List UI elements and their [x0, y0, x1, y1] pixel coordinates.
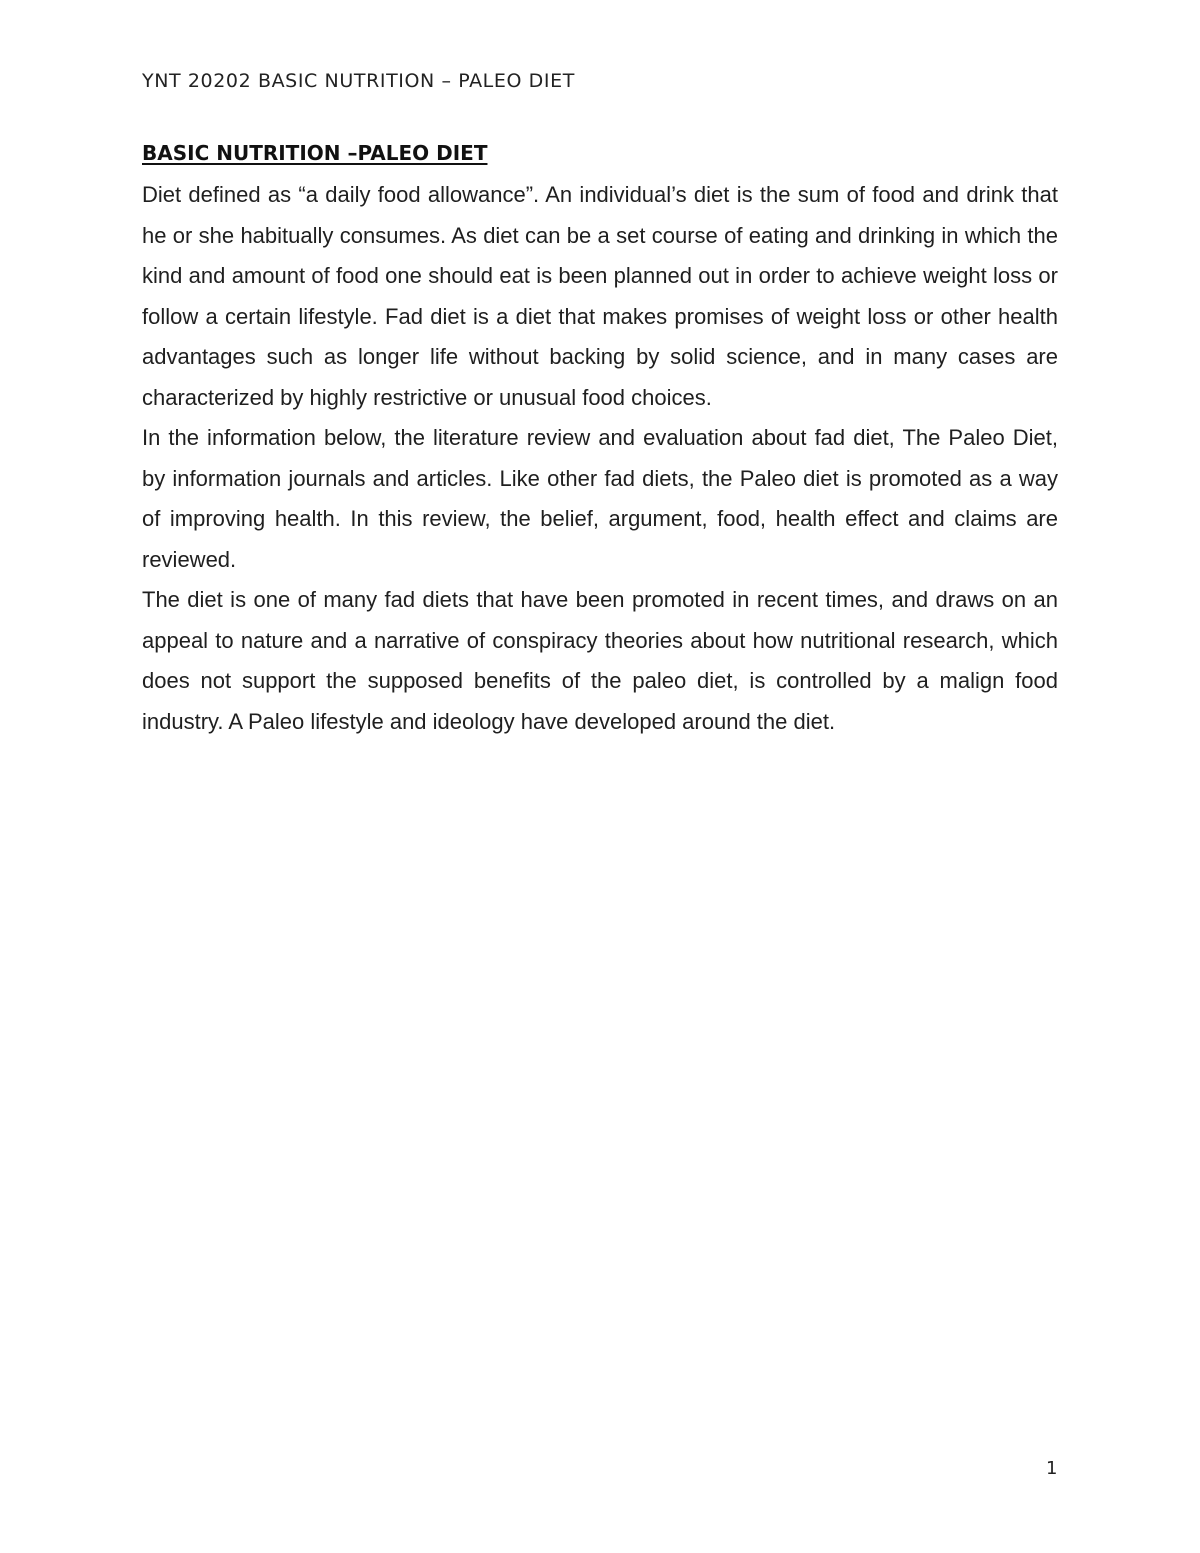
paragraph-literature-review: In the information below, the literature review and evaluation about fad diet, The Paleo Diet, by information journals and articles. Like other fad diets, the Paleo diet is promoted as a way of improving health. In this review, the belief, argument, food, health effect and claims are reviewed.	[142, 425, 1058, 572]
running-header: YNT 20202 BASIC NUTRITION – PALEO DIET	[142, 70, 575, 92]
document-body	[142, 175, 1058, 742]
paragraph-fad-diet-context: The diet is one of many fad diets that have been promoted in recent times, and draws on an appeal to nature and a narrative of conspiracy theories about how nutritional research, which does not support the supposed benefits of the paleo diet, is controlled by a malign food industry. A Paleo lifestyle and ideology have developed around the diet.	[142, 587, 1058, 734]
paragraph-diet-definition: Diet defined as “a daily food allowance”. An individual’s diet is the sum of food and drink that he or she habitually consumes. As diet can be a set course of eating and drinking in which the kind and amount of food one should eat is been planned out in order to achieve weight loss or follow a certain lifestyle. Fad diet is a diet that makes promises of weight loss or other health advantages such as longer life without backing by solid science, and in many cases are characterized by highly restrictive or unusual food choices.	[142, 182, 1058, 410]
page-number: 1	[1046, 1458, 1058, 1479]
document-title: BASIC NUTRITION –PALEO DIET	[142, 141, 488, 165]
